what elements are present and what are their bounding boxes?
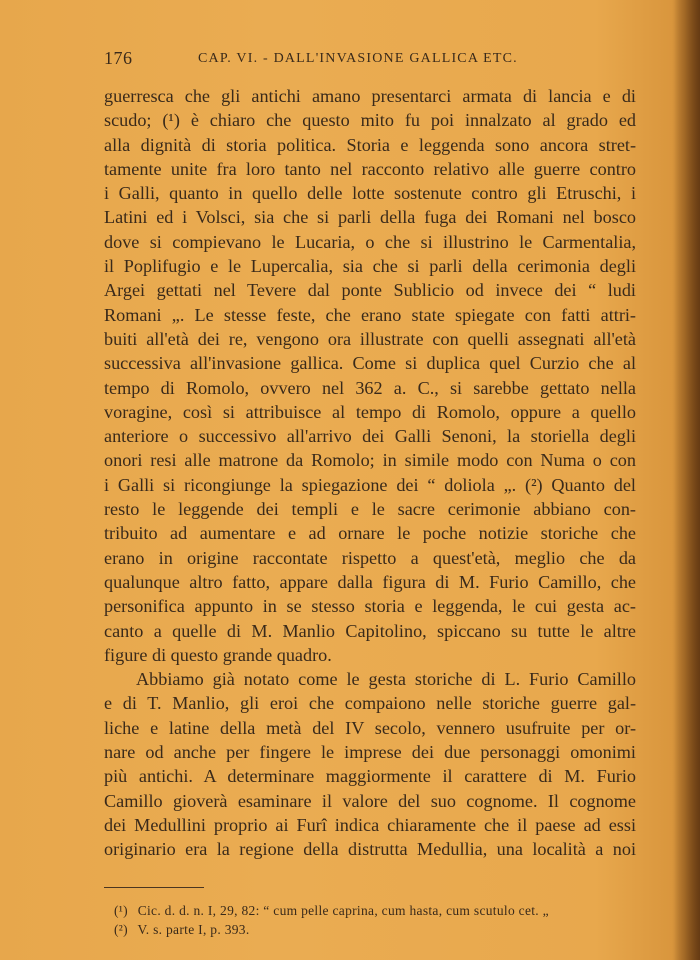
text-line: successiva all'invasione gallica. Come si duplica quel Curzio che al (104, 353, 636, 374)
body-text (104, 84, 636, 862)
text-line: Camillo gioverà esaminare il valore del suo cognome. Il cognome (104, 790, 636, 811)
paragraph-start-line: Abbiamo già notato come le gesta storiche di L. Furio Camillo (136, 669, 636, 690)
text-line: il Poplifugio e le Lupercalia, sia che si parli della cerimonia degli (104, 256, 636, 277)
text-line: anteriore o successivo all'arrivo dei Galli Senoni, la storiella degli (104, 426, 636, 447)
text-line: tribuito ad aumentare e ad ornare le poche notizie storiche che (104, 523, 636, 544)
page-edge-shadow (674, 0, 700, 960)
text-line: Latini ed i Volsci, sia che si parli della fuga dei Romani nel bosco (104, 207, 636, 228)
text-line: Romani „. Le stesse feste, che erano state spiegate con fatti attri- (104, 304, 636, 325)
text-line: alla dignità di storia politica. Storia e leggenda sono ancora stret- (104, 134, 636, 155)
text-line: scudo; (¹) è chiaro che questo mito fu poi innalzato al grado ed (104, 110, 636, 131)
text-line: Argei gettati nel Tevere dal ponte Sublicio od invece dei “ ludi (104, 280, 636, 301)
text-line: tempo di Romolo, ovvero nel 362 a. C., si sarebbe gettato nella (104, 377, 636, 398)
text-line: onori resi alle matrone da Romolo; in simile modo con Numa o con (104, 450, 636, 471)
footnotes (114, 901, 640, 939)
text-line: dove si compievano le Lucaria, o che si illustrino le Carmentalia, (104, 231, 636, 252)
text-line: voragine, così si attribuisce al tempo di Romolo, oppure a quello (104, 401, 636, 422)
footnote (114, 901, 640, 920)
text-line: personifica appunto in se stesso storia e leggenda, le cui gesta ac- (104, 596, 636, 617)
text-line: originario era la regione della distrutta Medullia, una località a noi (104, 839, 636, 860)
page-header (104, 48, 634, 70)
text-line: nare od anche per fingere le imprese dei due personaggi omonimi (104, 742, 636, 763)
footnote-text: V. s. parte I, p. 393. (137, 922, 250, 937)
text-line: e di T. Manlio, gli eroi che compaiono nelle storiche guerre gal- (104, 693, 636, 714)
footnote-text: Cic. d. d. n. I, 29, 82: “ cum pelle caprina, cum hasta, cum scutulo cet. „ (137, 903, 549, 918)
running-title: CAP. VI. - DALL'INVASIONE GALLICA ETC. (198, 51, 518, 66)
footnote-marker: (¹) (114, 903, 128, 918)
text-line: canto a quelle di M. Manlio Capitolino, spiccano su tutte le altre (104, 620, 636, 641)
text-line: qualunque altro fatto, appare dalla figura di M. Furio Camillo, che (104, 571, 636, 592)
text-line: i Galli si ricongiunge la spiegazione dei “ doliola „. (²) Quanto del (104, 474, 636, 495)
text-line: guerresca che gli antichi amano presentarci armata di lancia e di (104, 86, 636, 106)
text-line: liche e latine della metà del IV secolo, vennero usufruite per or- (104, 717, 636, 738)
text-line: più antichi. A determinare maggiormente il carattere di M. Furio (104, 766, 636, 787)
footnote-marker: (²) (114, 922, 128, 937)
text-line: i Galli, quanto in quello delle lotte sostenute contro gli Etruschi, i (104, 183, 636, 204)
text-line: buiti all'età dei re, vengono ora illustrate con quelli assegnati all'età (104, 328, 636, 349)
text-line: tamente unite fra loro tanto nel racconto relativo alle guerre contro (104, 158, 636, 179)
page-number: 176 (104, 48, 133, 68)
text-line: dei Medullini proprio ai Furî indica chiaramente che il paese ad essi (104, 814, 636, 835)
footnote (114, 920, 640, 939)
text-line: resto le leggende dei templi e le sacre cerimonie abbiano con- (104, 499, 636, 520)
paragraph-end-line: figure di questo grande quadro. (104, 644, 332, 665)
text-line: erano in origine raccontate rispetto a quest'età, meglio che da (104, 547, 636, 568)
footnote-separator (104, 887, 204, 888)
